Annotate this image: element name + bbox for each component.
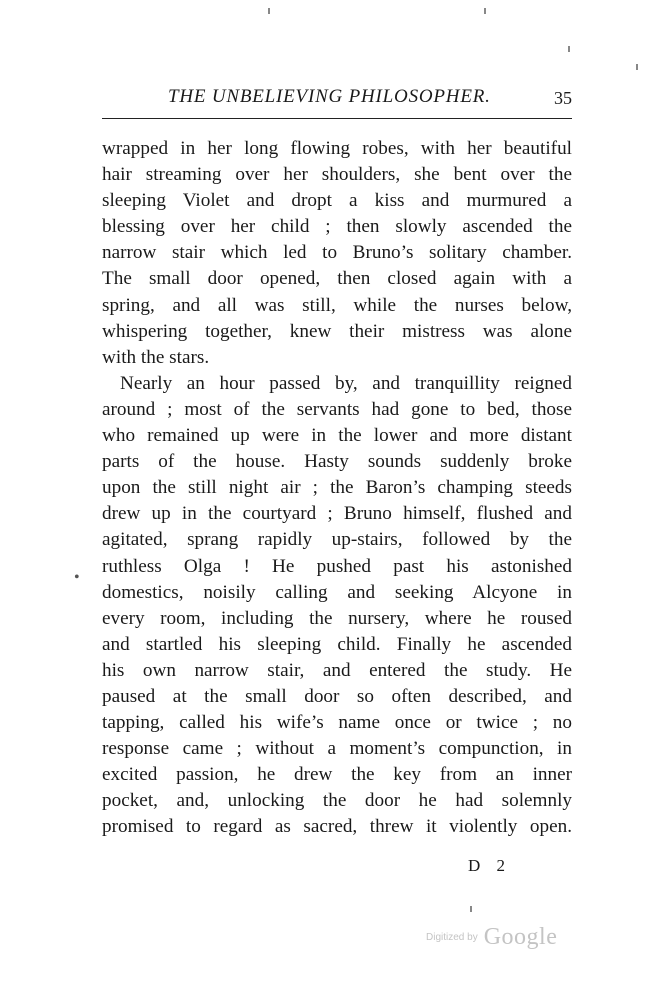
text-line: whispering together, knew their mistress was alone bbox=[102, 320, 572, 342]
text-line: parts of the house. Hasty sounds suddenly broke bbox=[102, 451, 572, 473]
google-logo: Google bbox=[483, 924, 558, 950]
header-rule bbox=[102, 118, 572, 119]
text-line: and startled his sleeping child. Finally he ascended bbox=[102, 633, 572, 655]
text-line: sleeping Violet and dropt a kiss and murmured a bbox=[102, 190, 572, 212]
text-line: response came ; without a moment’s compunction, in bbox=[102, 738, 572, 760]
scan-speck bbox=[636, 64, 638, 70]
scan-speck bbox=[268, 8, 270, 14]
signature-mark: D 2 bbox=[468, 856, 512, 875]
text-line: ruthless Olga ! He pushed past his astonished bbox=[102, 555, 572, 577]
text-line: agitated, sprang rapidly up-stairs, followed by the bbox=[102, 529, 572, 551]
text-line: Nearly an hour passed by, and tranquillity reigned bbox=[120, 372, 572, 394]
text-line: upon the still night air ; the Baron’s champing steeds bbox=[102, 477, 572, 499]
text-line: hair streaming over her shoulders, she bent over the bbox=[102, 164, 572, 186]
text-line: domestics, noisily calling and seeking Alcyone in bbox=[102, 581, 572, 603]
text-line: The small door opened, then closed again with a bbox=[102, 268, 572, 290]
running-title: THE UNBELIEVING PHILOSOPHER. bbox=[168, 86, 491, 107]
text-line: promised to regard as sacred, threw it violently open. bbox=[102, 816, 572, 838]
text-line: excited passion, he drew the key from an inner bbox=[102, 764, 572, 786]
text-line: his own narrow stair, and entered the study. He bbox=[102, 659, 572, 681]
text-line: every room, including the nursery, where he roused bbox=[102, 607, 572, 629]
watermark-prefix: Digitized by bbox=[426, 932, 478, 943]
text-line: paused at the small door so often described, and bbox=[102, 685, 572, 707]
body-text bbox=[102, 136, 572, 841]
text-line: blessing over her child ; then slowly ascended the bbox=[102, 216, 572, 238]
digitized-watermark bbox=[426, 924, 557, 951]
text-line: narrow stair which led to Bruno’s solitary chamber. bbox=[102, 242, 572, 264]
text-line: pocket, and, unlocking the door he had solemnly bbox=[102, 790, 572, 812]
text-line: drew up in the courtyard ; Bruno himself, flushed and bbox=[102, 503, 572, 525]
page-number: 35 bbox=[554, 88, 572, 108]
scan-speck bbox=[470, 906, 472, 912]
text-line: spring, and all was still, while the nurses below, bbox=[102, 294, 572, 316]
text-line: wrapped in her long flowing robes, with her beautiful bbox=[102, 138, 572, 159]
text-line: tapping, called his wife’s name once or twice ; no bbox=[102, 712, 572, 734]
text-line: with the stars. bbox=[102, 346, 210, 368]
scan-speck bbox=[484, 8, 486, 14]
margin-dot: • bbox=[74, 569, 80, 586]
running-head bbox=[100, 86, 572, 112]
text-line: who remained up were in the lower and more distant bbox=[102, 425, 572, 447]
text-line: around ; most of the servants had gone to bed, those bbox=[102, 398, 572, 420]
scan-speck bbox=[568, 46, 570, 52]
